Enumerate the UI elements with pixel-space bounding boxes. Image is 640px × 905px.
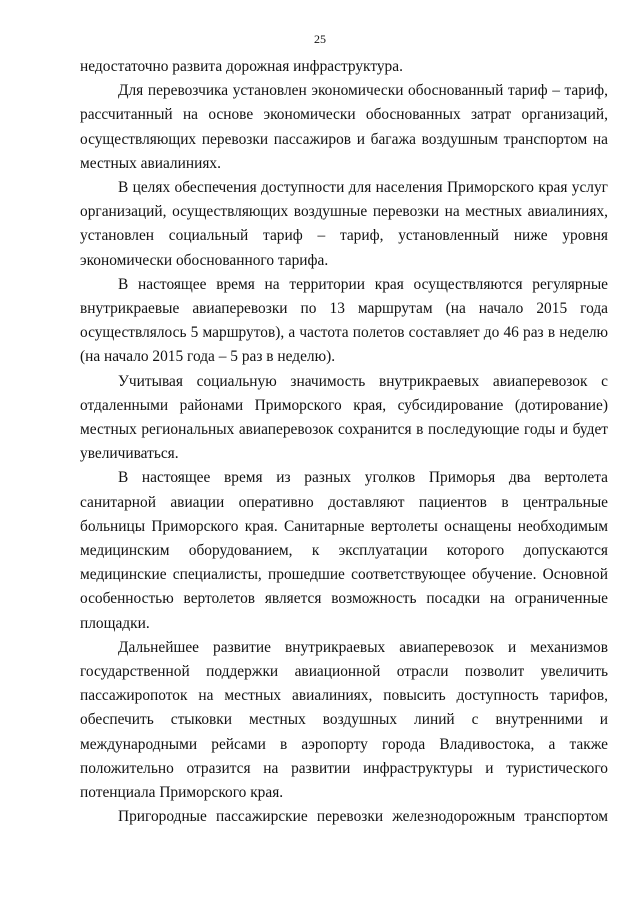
page-number: 25 [314, 32, 326, 46]
paragraph-2: Для перевозчика установлен экономически обоснованный тариф – тариф, рассчитанный на основе экономически обоснованных затрат организаций, осуществляющих перевозки пассажиров и багажа воздушным транспортом на местных авиалиниях. [80, 82, 608, 172]
paragraph-8: Пригородные пассажирские перевозки железнодорожным транспортом [118, 808, 608, 826]
paragraph-3: В целях обеспечения доступности для населения Приморского края услуг организаций, осуществляющих воздушные перевозки на местных авиалиниях, установлен социальный тариф – тариф, установленный ниже уровня экономически обоснованного тарифа. [80, 179, 608, 269]
paragraph-5: Учитывая социальную значимость внутрикраевых авиаперевозок с отдаленными районами Приморского края, субсидирование (дотирование) местных региональных авиаперевозок сохранится в последующие годы и будет увеличиваться. [80, 372, 608, 463]
paragraph-1: недостаточно развита дорожная инфраструктура. [80, 58, 403, 75]
paragraph-6: В настоящее время из разных уголков Приморья два вертолета санитарной авиации оперативно доставляют пациентов в центральные больницы Приморского края. Санитарные вертолеты оснащены необходимым медицинским оборудованием, к эксплуатации которого допускаются медицинские специалисты, прошедшие соответствующее обучение. Основной особенностью вертолетов является возможность посадки на ограниченные площадки. [80, 469, 608, 632]
paragraph-7: Дальнейшее развитие внутрикраевых авиаперевозок и механизмов государственной поддержки авиационной отрасли позволит увеличить пассажиропоток на местных авиалиниях, повысить доступность тарифов, обеспечить стыковки местных воздушных линий с внутренними и международными рейсами в аэропорту города Владивостока, а также положительно отразится на развитии инфраструктуры и туристического потенциала Приморского края. [80, 638, 608, 802]
paragraph-4: В настоящее время на территории края осуществляются регулярные внутрикраевые авиаперевозки по 13 маршрутам (на начало 2015 года осуществлялось 5 маршрутов), а частота полетов составляет до 46 раз в неделю (на начало 2015 года – 5 раз в неделю). [80, 275, 608, 366]
document-body [80, 55, 608, 830]
